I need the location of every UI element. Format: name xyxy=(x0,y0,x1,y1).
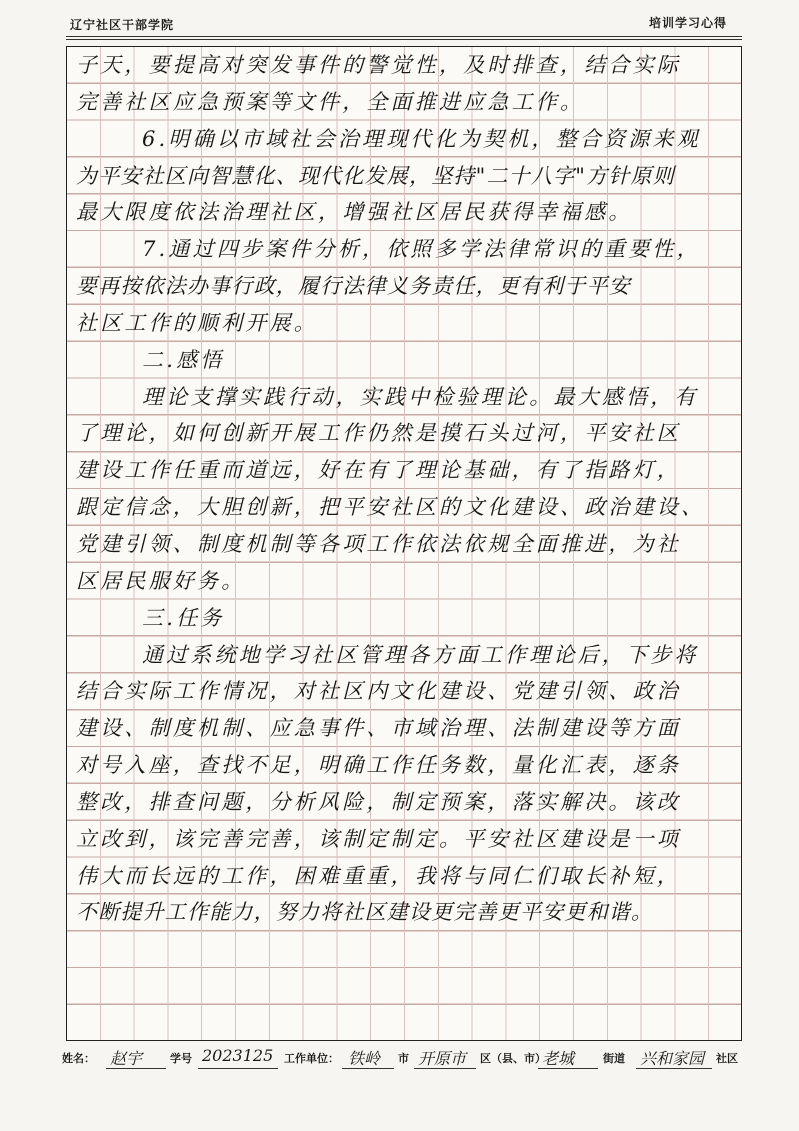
district-label: 区（县、市） xyxy=(480,1052,546,1065)
street-value: 老城 xyxy=(542,1049,575,1068)
city-underline xyxy=(342,1068,394,1069)
text-line: 社区工作的顺利开展。 xyxy=(76,310,318,335)
student-no-underline xyxy=(198,1068,278,1069)
text-line: 要再按依法办事行政，履行法律义务责任，更有利于平安 xyxy=(76,274,631,299)
street-underline xyxy=(538,1068,598,1069)
section-heading: 二.感悟 xyxy=(142,347,225,372)
community-value: 兴和家园 xyxy=(640,1049,705,1068)
district-value: 开原市 xyxy=(418,1049,467,1068)
document-type: 培训学习心得 xyxy=(648,16,727,30)
text-line: 跟定信念，大胆创新，把平安社区的文化建设、政治建设、 xyxy=(76,495,706,520)
city-label: 市 xyxy=(398,1052,409,1065)
text-line: 最大限度依法治理社区，增强社区居民获得幸福感。 xyxy=(76,200,633,225)
section-heading: 三.任务 xyxy=(142,605,225,630)
text-line: 党建引领、制度机制等各项工作依法依规全面推进，为社 xyxy=(76,531,681,556)
text-line: 6.明确以市域社会治理现代化为契机，整合资源来观 xyxy=(142,126,701,151)
district-underline xyxy=(414,1068,476,1069)
text-line: 完善社区应急预案等文件，全面推进应急工作。 xyxy=(76,89,585,114)
text-line: 子天，要提高对突发事件的警觉性，及时排查，结合实际 xyxy=(76,53,681,77)
text-line: 建设工作任重而道远，好在有了理论基础，有了指路灯， xyxy=(76,458,681,483)
text-line: 区居民服好务。 xyxy=(76,568,246,593)
text-line: 了理论，如何创新开展工作仍然是摸石头过河，平安社区 xyxy=(76,421,681,446)
text-line: 理论支撑实践行动，实践中检验理论。最大感悟，有 xyxy=(142,384,699,409)
student-no-label: 学号 xyxy=(170,1052,192,1065)
student-no-value: 2023125 xyxy=(202,1046,274,1065)
street-label: 街道 xyxy=(603,1052,625,1065)
text-line: 立改到，该完善完善，该制定制定。平安社区建设是一项 xyxy=(76,826,681,851)
text-line: 为平安社区向智慧化、现代化发展，坚持"二十八字"方针原则 xyxy=(76,163,675,188)
city-value: 铁岭 xyxy=(348,1049,381,1068)
community-label: 社区 xyxy=(716,1052,738,1065)
text-line: 不断提升工作能力，努力将社区建设更完善更平安更和谐。 xyxy=(76,900,654,925)
name-value: 赵宇 xyxy=(110,1049,143,1068)
community-underline xyxy=(636,1068,712,1069)
header-rule-top xyxy=(66,36,742,37)
work-unit-label: 工作单位： xyxy=(284,1052,339,1065)
text-line: 伟大而长远的工作，困难重重，我将与同仁们取长补短， xyxy=(76,863,681,888)
header-rule-bottom xyxy=(66,39,742,40)
handwritten-text-body xyxy=(66,46,742,930)
text-line: 结合实际工作情况，对社区内文化建设、党建引领、政治 xyxy=(76,679,681,704)
text-line: 通过系统地学习社区管理各方面工作理论后，下步将 xyxy=(142,642,699,667)
text-line: 7.通过四步案件分析，依照多学法律常识的重要性， xyxy=(142,237,701,262)
text-line: 对号入座，查找不足，明确工作任务数，量化汇表，逐条 xyxy=(76,753,681,778)
school-name: 辽宁社区干部学院 xyxy=(70,18,175,32)
text-line: 建设、制度机制、应急事件、市域治理、法制建设等方面 xyxy=(76,716,681,741)
name-underline xyxy=(106,1068,166,1069)
text-line: 整改，排查问题，分析风险，制定预案，落实解决。该改 xyxy=(76,789,681,814)
signature-footer xyxy=(62,1046,752,1074)
name-label: 姓名： xyxy=(62,1052,95,1065)
